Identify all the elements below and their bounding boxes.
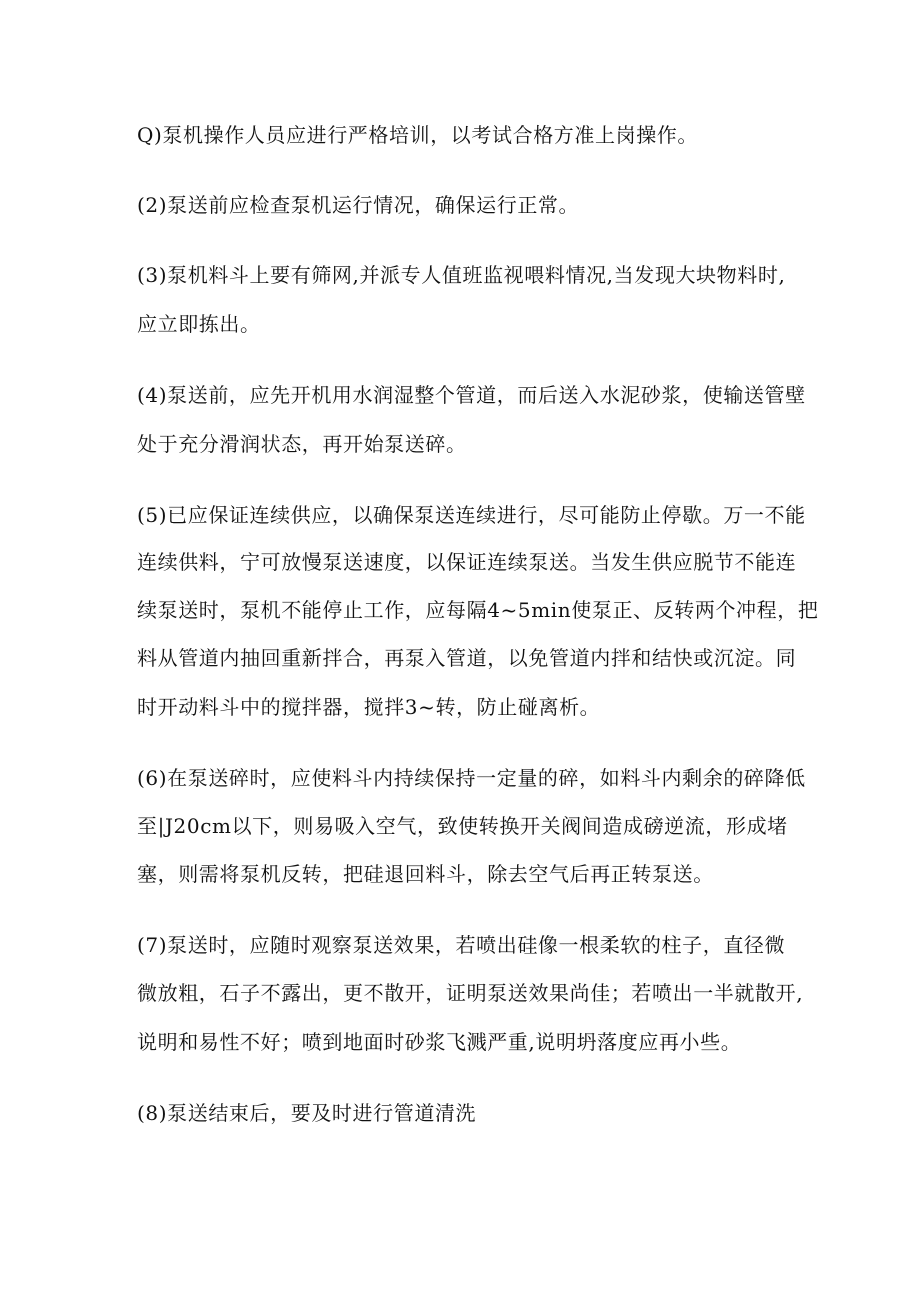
paragraph-5-line-4: 料从管道内抽回重新拌合，再泵入管道，以免管道内拌和结快或沉淀。同 (137, 646, 797, 670)
paragraph-1-line-1: Q)泵机操作人员应进行严格培训，以考试合格方准上岗操作。 (137, 123, 698, 147)
paragraph-7-line-2: 微放粗，石子不露出，更不散开，证明泵送效果尚佳；若喷出一半就散开, (137, 981, 804, 1005)
paragraph-7-line-3: 说明和易性不好；喷到地面时砂浆飞溅严重,说明坍落度应再小些。 (137, 1030, 742, 1054)
paragraph-6-line-2: 至|J20cm以下，则易吸入空气，致使转换开关阀间造成磅逆流，形成堵 (137, 814, 788, 838)
paragraph-3-line-1: (3)泵机料斗上要有筛网,并派专人值班监视喂料情况,当发现大块物料时, (137, 263, 786, 287)
paragraph-5-line-1: (5)已应保证连续供应，以确保泵送连续进行，尽可能防止停歇。万一不能 (137, 503, 806, 527)
paragraph-6-line-3: 塞，则需将泵机反转，把硅退回料斗，除去空气后再正转泵送。 (137, 862, 714, 886)
paragraph-5-line-5: 时开动料斗中的搅拌器，搅拌3~转，防止碰离析。 (137, 695, 601, 719)
paragraph-6-line-1: (6)在泵送碎时，应使料斗内持续保持一定量的碎，如料斗内剩余的碎降低 (137, 766, 806, 790)
paragraph-2-line-1: (2)泵送前应检查泵机运行情况，确保运行正常。 (137, 193, 580, 217)
paragraph-5-line-2: 连续供料，宁可放慢泵送速度，以保证连续泵送。当发生供应脱节不能连 (137, 550, 797, 574)
paragraph-4-line-1: (4)泵送前，应先开机用水润湿整个管道，而后送入水泥砂浆，使输送管壁 (137, 383, 806, 407)
paragraph-8-line-1: (8)泵送结束后，要及时进行管道清洗 (137, 1101, 477, 1125)
paragraph-3-line-2: 应立即拣出。 (137, 312, 261, 336)
paragraph-7-line-1: (7)泵送时，应随时观察泵送效果，若喷出硅像一根柔软的柱子，直径微 (137, 933, 786, 957)
paragraph-4-line-2: 处于充分滑润状态，再开始泵送碎。 (137, 432, 467, 456)
paragraph-5-line-3: 续泵送时，泵机不能停止工作，应每隔4~5min使泵正、反转两个冲程，把 (137, 598, 819, 622)
